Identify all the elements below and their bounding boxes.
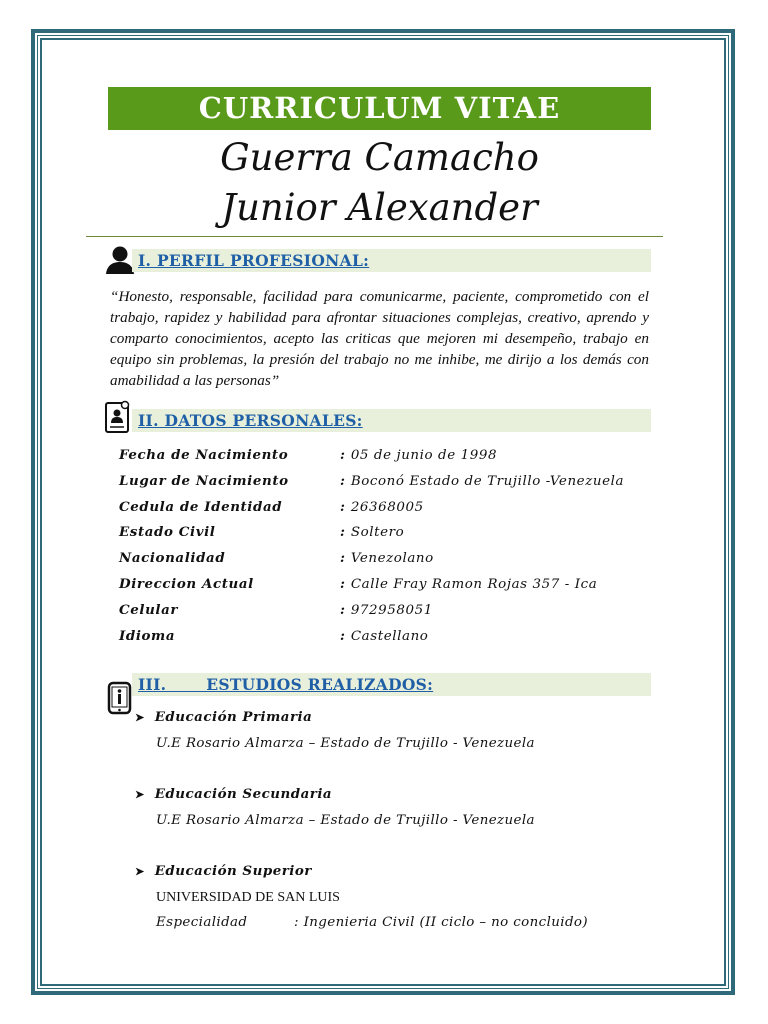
edu-superior-heading: ➤ Educación Superior	[135, 863, 312, 879]
colon-separator: :	[340, 576, 351, 592]
personal-data-value	[340, 550, 434, 566]
personal-data-value-text: 05 de junio de 1998	[350, 448, 498, 463]
personal-data-value	[340, 473, 624, 489]
arrow-bullet-icon: ➤	[135, 711, 145, 724]
colon-separator: :	[340, 524, 351, 541]
colon-separator: :	[340, 601, 351, 618]
personal-data-value-text: Boconó Estado de Trujillo -Venezuela	[350, 473, 625, 489]
edu-primaria-school: U.E Rosario Almarza – Estado de Trujillo - Venezuela	[156, 736, 535, 751]
specialty-label: Especialidad	[156, 915, 248, 930]
section-title-estudios: III. ESTUDIOS REALIZADOS:	[138, 675, 434, 694]
personal-data-value	[340, 602, 433, 618]
edu-superior-specialty	[156, 915, 588, 930]
specialty-value: : Ingenieria Civil (II ciclo – no concluido)	[294, 915, 589, 930]
personal-data-value-text: 26368005	[350, 499, 424, 515]
personal-data-label: Idioma	[119, 627, 176, 644]
arrow-bullet-icon: ➤	[135, 788, 145, 801]
personal-data-label: Cedula de Identidad	[119, 498, 283, 515]
personal-data-value	[340, 524, 404, 540]
personal-data-value-text: Castellano	[350, 628, 429, 644]
name-line-2: Junior Alexander	[221, 186, 538, 229]
edu-superior-school: UNIVERSIDAD DE SAN LUIS	[156, 890, 340, 905]
colon-separator: :	[340, 627, 351, 644]
section-title-datos: II. DATOS PERSONALES:	[138, 411, 363, 430]
personal-data-value	[340, 447, 497, 463]
personal-data-label: Lugar de Nacimiento	[119, 472, 289, 489]
edu-secundaria-school: U.E Rosario Almarza – Estado de Trujillo - Venezuela	[156, 813, 535, 828]
personal-data-value	[340, 576, 597, 592]
info-phone-icon	[106, 681, 134, 715]
colon-separator: :	[340, 498, 351, 515]
personal-data-value-text: Venezolano	[350, 551, 434, 567]
personal-data-label: Celular	[119, 601, 179, 618]
edu-primaria-heading: ➤ Educación Primaria	[135, 709, 313, 725]
section-title-perfil: I. PERFIL PROFESIONAL:	[138, 251, 370, 270]
personal-data-label: Direccion Actual	[119, 576, 254, 592]
profile-text: “Honesto, responsable, facilidad para comunicarme, paciente, comprometido con el trabajo, rapidez y habilidad para afrontar situaciones complejas, creativo, aprendo y comparto conocimientos, acepto las criticas que mejoren mi desempeño, trabajo en equipo sin problemas, la presión del trabajo no me inhibe, me dirijo a los demás con amabilidad a las personas”	[110, 288, 649, 389]
personal-data-label: Fecha de Nacimiento	[119, 447, 289, 463]
personal-data-value-text: Soltero	[350, 525, 405, 541]
personal-data-value-text: 972958051	[350, 602, 433, 618]
personal-data-value	[340, 499, 424, 515]
document-title: CURRICULUM VITAE	[108, 87, 651, 130]
personal-data-value-text: Calle Fray Ramon Rojas 357 - Ica	[350, 577, 598, 592]
colon-separator: :	[340, 472, 351, 489]
colon-separator: :	[340, 447, 351, 463]
id-card-icon	[104, 400, 132, 434]
personal-data-label: Estado Civil	[119, 524, 216, 541]
edu-secundaria-heading: ➤ Educación Secundaria	[135, 786, 333, 802]
header-divider	[86, 236, 663, 237]
personal-data-label: Nacionalidad	[119, 550, 226, 567]
name-line-1: Guerra Camacho	[220, 136, 539, 179]
colon-separator: :	[340, 550, 351, 567]
personal-data-value	[340, 628, 428, 644]
arrow-bullet-icon: ➤	[135, 865, 145, 878]
